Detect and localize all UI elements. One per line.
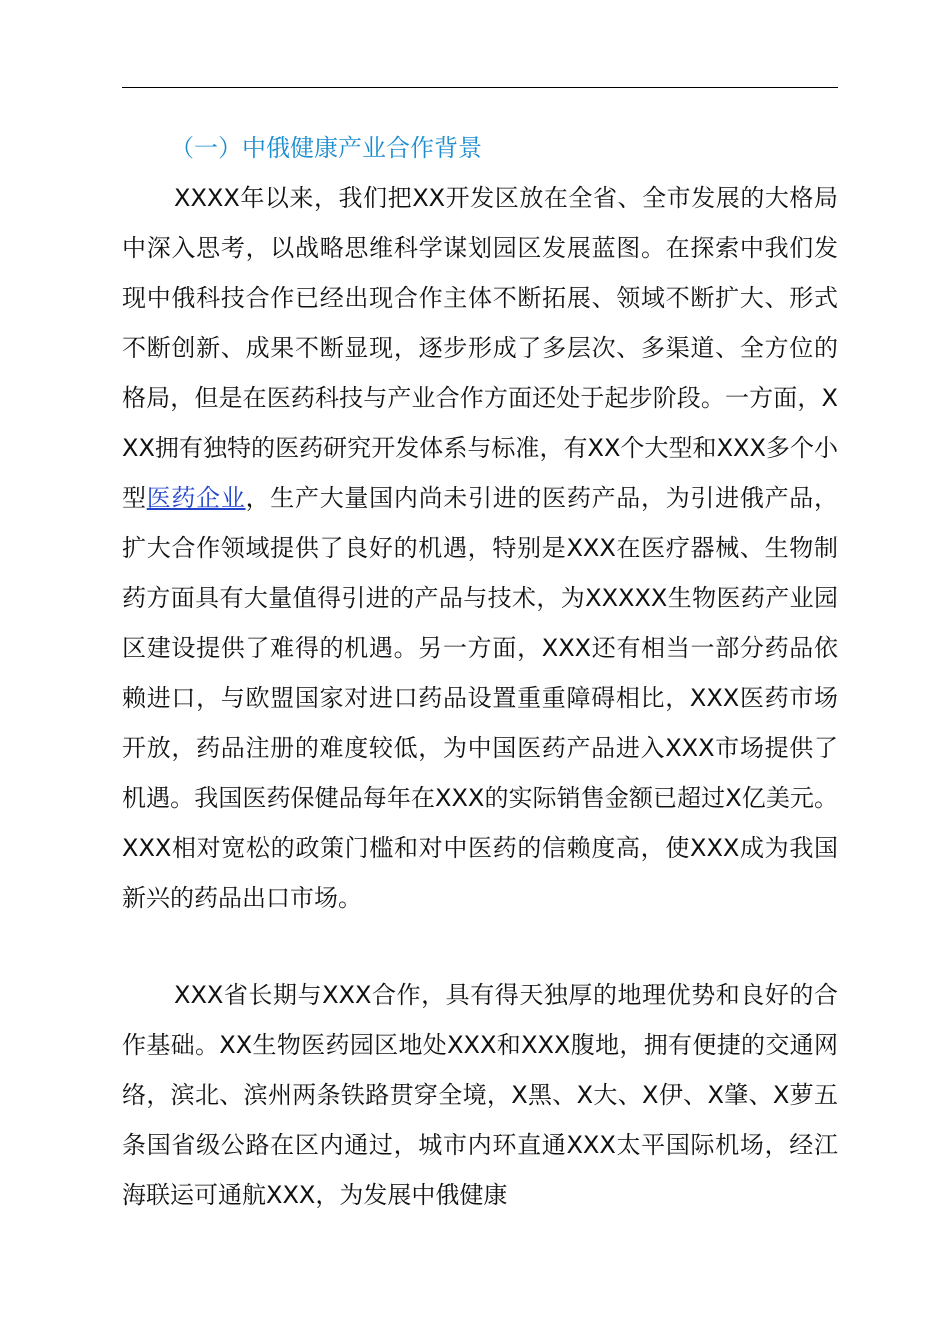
paragraph-location: XXX省长期与XXX合作，具有得天独厚的地理优势和良好的合作基础。XX生物医药园区地处XXX和XXX腹地，拥有便捷的交通网络，滨北、滨州两条铁路贯穿全境，X黑、X大、X伊、X肇、X萝五条国省级公路在区内通过，城市内环直通XXX太平国际机场，经江海联运可通航XXX，为发展中俄健康 bbox=[122, 981, 838, 1209]
paragraph-text-before-link: XXXX年以来，我们把XX开发区放在全省、全市发展的大格局中深入思考，以战略思维科学谋划园区发展蓝图。在探索中我们发现中俄科技合作已经出现合作主体不断拓展、领域不断扩大、形式不断创新、成果不断显现，逐步形成了多层次、多渠道、全方位的格局，但是在医药科技与产业合作方面还处于起步阶段。一方面，XXX拥有独特的医药研究开发体系与标准，有XX个大型和XXX多个小型 bbox=[122, 184, 838, 512]
paragraph-background bbox=[122, 173, 838, 923]
section-heading: （一）中俄健康产业合作背景 bbox=[170, 134, 482, 162]
paragraph-text-after-link: ，生产大量国内尚未引进的医药产品，为引进俄产品，扩大合作领域提供了良好的机遇，特别是XXX在医疗器械、生物制药方面具有大量值得引进的产品与技术，为XXXXX生物医药产业园区建设提供了难得的机遇。另一方面，XXX还有相当一部分药品依赖进口，与欧盟国家对进口药品设置重重障碍相比，XXX医药市场开放，药品注册的难度较低，为中国医药产品进入XXX市场提供了机遇。我国医药保健品每年在XXX的实际销售金额已超过X亿美元。XXX相对宽松的政策门槛和对中医药的信赖度高，使XXX成为我国新兴的药品出口市场。 bbox=[122, 484, 839, 912]
header-rule bbox=[122, 87, 838, 88]
pharma-enterprise-link[interactable]: 医药企业 bbox=[146, 484, 246, 512]
